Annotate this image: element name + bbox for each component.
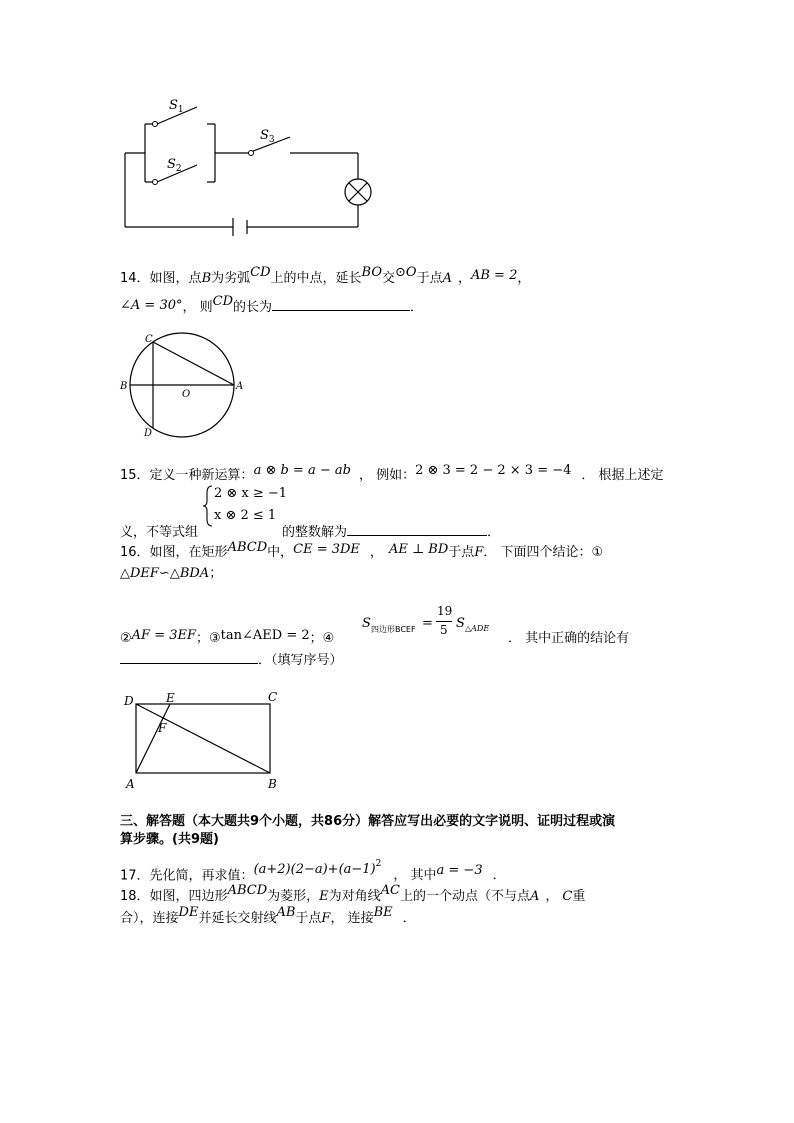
q15-line1: 15．定义一种新运算：a ⊗ b = a − ab ， 例如：2 ⊗ 3 = 2 − 2 × 3 = −4 ． 根据上述定	[120, 463, 664, 483]
section3-heading-line2: 算步骤。(共9题)	[120, 832, 219, 847]
point-e-label: E	[166, 691, 175, 705]
q16-line3: ②AF = 3EF；③tan∠AED = 2；④	[120, 628, 335, 646]
q16-line4: ．（填写序号）	[120, 649, 343, 670]
point-d-label: D	[144, 428, 153, 439]
point-c-label: C	[145, 334, 153, 345]
point-f-label: F	[158, 721, 167, 735]
q14-line1: 14．如图，点B为劣弧CD上的中点，延长BO交⊙O于点A ，AB = 2，	[120, 265, 531, 286]
q16-line3-tail: ． 其中正确的结论有	[508, 631, 630, 646]
q16-line1: 16．如图，在矩形ABCD中，CE = 3DE ， AE ⊥ BD于点F． 下面四个结论：①	[120, 540, 604, 560]
point-a-label: A	[126, 777, 135, 791]
q14-line2: ∠A = 30°， 则CD的长为 ．	[120, 294, 424, 315]
q15-line2: 义，不等式组 的整数解为 ．	[120, 521, 500, 542]
q18-line2: 合），连接DE并延长交射线AB于点F， 连接BE ．	[120, 905, 416, 926]
s1-label: $S_1$	[169, 98, 184, 115]
q14-circle-figure	[115, 330, 250, 442]
point-d-label: D	[124, 694, 134, 708]
point-o-label: O	[182, 389, 191, 400]
q18-line1: 18．如图，四边形ABCD为菱形，E为对角线AC上的一个动点（不与点A ， C重	[120, 883, 586, 904]
circuit-diagram	[115, 92, 375, 242]
q16-area-formula: S 四边形BCEF = 19 5 S △ADE	[362, 604, 490, 637]
q14-answer-blank[interactable]	[272, 296, 410, 311]
point-c-label: C	[268, 690, 278, 704]
q16-rectangle-figure	[118, 688, 288, 792]
q16-line2: △DEF∽△BDA；	[120, 566, 223, 581]
q17-line: 17．先化简，再求值：$(a+2)(2-a)+(a-1)^2$， 其中a = −3 ．	[120, 859, 506, 884]
q15-answer-blank[interactable]	[347, 521, 487, 536]
s2-label: $S_2$	[167, 157, 182, 174]
q16-answer-blank[interactable]	[120, 649, 258, 664]
point-b-label: B	[120, 381, 128, 392]
point-a-label: A	[236, 381, 244, 392]
section3-heading-line1: 三、解答题（本大题共9个小题，共86分）解答应写出必要的文字说明、证明过程或演	[120, 814, 616, 829]
q15-inequality-system: 2 ⊗ x ≥ −1 x ⊗ 2 ≤ 1	[203, 485, 283, 527]
s3-label: $S_3$	[260, 128, 275, 145]
point-b-label: B	[268, 777, 277, 791]
